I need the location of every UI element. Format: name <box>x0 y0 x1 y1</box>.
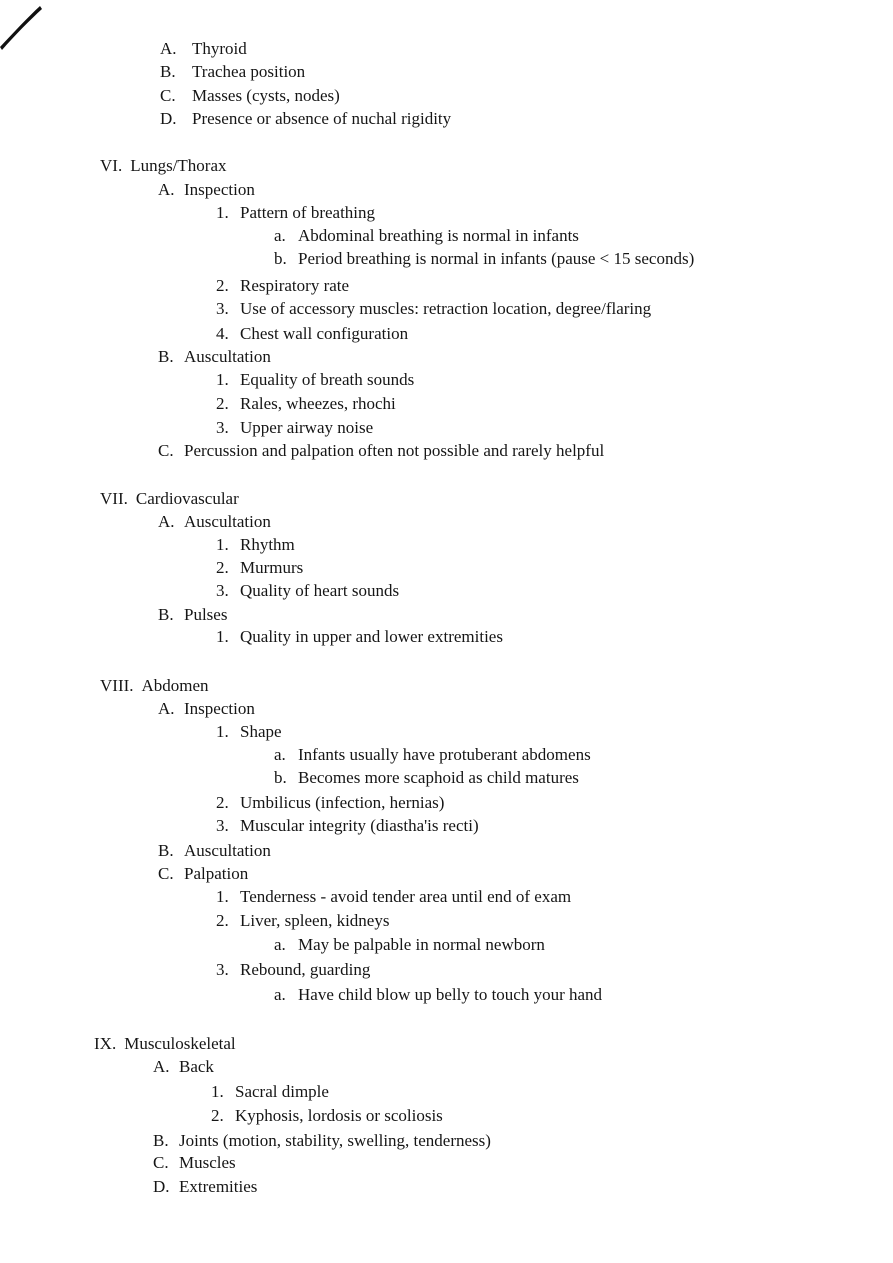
item-text: Pulses <box>184 605 228 624</box>
lungs-item-a <box>158 180 255 200</box>
item-text: Inspection <box>184 180 255 199</box>
lungs-item-a1a <box>274 226 579 246</box>
abdomen-item-a3 <box>216 816 479 836</box>
abdomen-item-a1 <box>216 722 282 742</box>
item-text: Palpation <box>184 864 249 883</box>
item-text: Kyphosis, lordosis or scoliosis <box>235 1106 443 1125</box>
item-text: Shape <box>240 722 282 741</box>
abdomen-item-c2a <box>274 935 545 955</box>
item-label: 1. <box>216 535 229 554</box>
musculo-item-c <box>153 1153 236 1173</box>
abdomen-item-a1b <box>274 768 579 788</box>
item-label: 4. <box>216 324 229 343</box>
abdomen-item-b <box>158 841 271 861</box>
item-text: Quality in upper and lower extremities <box>240 627 503 646</box>
abdomen-item-c <box>158 864 248 884</box>
item-text: Back <box>179 1057 214 1076</box>
item-label: 3. <box>216 299 229 318</box>
item-label: A. <box>158 512 175 531</box>
item-text: Umbilicus (infection, hernias) <box>240 793 445 812</box>
neck-item-d <box>160 109 451 129</box>
section-title: Lungs/Thorax <box>130 156 227 175</box>
abdomen-item-c2 <box>216 911 389 931</box>
item-text: Auscultation <box>184 347 271 366</box>
musculo-item-a1 <box>211 1082 329 1102</box>
item-text: Infants usually have protuberant abdomens <box>298 745 591 764</box>
item-text: Becomes more scaphoid as child matures <box>298 768 579 787</box>
item-label: 2. <box>211 1106 224 1125</box>
item-text: Abdominal breathing is normal in infants <box>298 226 579 245</box>
item-text: Pattern of breathing <box>240 203 376 222</box>
item-label: 1. <box>216 370 229 389</box>
item-label: B. <box>153 1131 169 1150</box>
item-label: A. <box>153 1057 170 1076</box>
item-text: Muscles <box>179 1153 236 1172</box>
item-label: A. <box>158 180 175 199</box>
item-label: 1. <box>216 722 229 741</box>
item-text: Presence or absence of nuchal rigidity <box>192 109 452 128</box>
item-label: 1. <box>216 887 229 906</box>
item-text: Trachea position <box>192 62 306 81</box>
section-numeral: IX. <box>94 1034 117 1053</box>
cardio-item-b1 <box>216 627 503 647</box>
item-text: Rhythm <box>240 535 295 554</box>
item-label: B. <box>158 841 174 860</box>
abdomen-item-a1a <box>274 745 591 765</box>
abdomen-item-a2 <box>216 793 444 813</box>
section-heading-cardiovascular <box>100 489 239 509</box>
abdomen-item-c3 <box>216 960 370 980</box>
item-text: Rales, wheezes, rhochi <box>240 394 396 413</box>
item-text: Quality of heart sounds <box>240 581 400 600</box>
item-text: Murmurs <box>240 558 304 577</box>
item-text: Joints (motion, stability, swelling, tenderness) <box>179 1131 491 1150</box>
item-label: B. <box>158 605 174 624</box>
item-label: 1. <box>216 203 229 222</box>
lungs-item-b <box>158 347 271 367</box>
item-text: Sacral dimple <box>235 1082 329 1101</box>
abdomen-item-c3a <box>274 985 602 1005</box>
item-label: 2. <box>216 558 229 577</box>
item-label: C. <box>160 86 176 105</box>
cardio-item-a <box>158 512 271 532</box>
item-text: Percussion and palpation often not possible and rarely helpful <box>184 441 605 460</box>
item-text: Tenderness - avoid tender area until end of exam <box>240 887 572 906</box>
lungs-item-a1b <box>274 249 694 269</box>
item-label: A. <box>160 39 177 58</box>
musculo-item-d <box>153 1177 257 1197</box>
item-text: Inspection <box>184 699 255 718</box>
cardio-item-a3 <box>216 581 399 601</box>
item-label: 3. <box>216 418 229 437</box>
section-heading-musculoskeletal <box>94 1034 236 1054</box>
item-label: a. <box>274 985 286 1004</box>
neck-item-c <box>160 86 340 106</box>
item-label: A. <box>158 699 175 718</box>
item-text: Respiratory rate <box>240 276 350 295</box>
item-label: b. <box>274 249 287 268</box>
item-text: Muscular integrity (diastha'is recti) <box>240 816 479 835</box>
item-label: 3. <box>216 960 229 979</box>
item-text: Thyroid <box>192 39 247 58</box>
item-label: 3. <box>216 581 229 600</box>
item-text: Have child blow up belly to touch your hand <box>298 985 603 1004</box>
lungs-item-b1 <box>216 370 414 390</box>
item-label: 2. <box>216 394 229 413</box>
item-label: D. <box>153 1177 170 1196</box>
abdomen-item-c1 <box>216 887 571 907</box>
item-text: Equality of breath sounds <box>240 370 415 389</box>
item-text: May be palpable in normal newborn <box>298 935 545 954</box>
lungs-item-a1 <box>216 203 375 223</box>
item-text: Auscultation <box>184 512 271 531</box>
section-heading-lungs-thorax <box>100 156 227 176</box>
lungs-item-b3 <box>216 418 373 438</box>
musculo-item-a <box>153 1057 214 1077</box>
item-text: Chest wall configuration <box>240 324 409 343</box>
section-numeral: VIII. <box>100 676 134 695</box>
cardio-item-a2 <box>216 558 303 578</box>
item-text: Auscultation <box>184 841 271 860</box>
item-label: a. <box>274 935 286 954</box>
item-label: 3. <box>216 816 229 835</box>
item-label: C. <box>158 864 174 883</box>
abdomen-item-a <box>158 699 255 719</box>
item-label: b. <box>274 768 287 787</box>
lungs-item-a2 <box>216 276 349 296</box>
section-title: Musculoskeletal <box>124 1034 236 1053</box>
item-text: Liver, spleen, kidneys <box>240 911 390 930</box>
lungs-item-b2 <box>216 394 396 414</box>
item-label: a. <box>274 745 286 764</box>
lungs-item-c <box>158 441 604 461</box>
musculo-item-a2 <box>211 1106 443 1126</box>
pen-stroke-mark <box>0 0 50 60</box>
musculo-item-b <box>153 1131 491 1151</box>
item-text: Period breathing is normal in infants (pause < 15 seconds) <box>298 249 695 268</box>
section-title: Abdomen <box>141 676 209 695</box>
item-text: Use of accessory muscles: retraction location, degree/flaring <box>240 299 652 318</box>
neck-item-b <box>160 62 305 82</box>
item-label: 2. <box>216 793 229 812</box>
item-label: 2. <box>216 911 229 930</box>
section-heading-abdomen <box>100 676 209 696</box>
neck-item-a <box>160 39 247 59</box>
item-text: Rebound, guarding <box>240 960 371 979</box>
lungs-item-a4 <box>216 324 408 344</box>
item-label: B. <box>160 62 176 81</box>
item-text: Upper airway noise <box>240 418 374 437</box>
item-text: Extremities <box>179 1177 258 1196</box>
item-label: D. <box>160 109 177 128</box>
item-label: 1. <box>211 1082 224 1101</box>
item-label: 1. <box>216 627 229 646</box>
section-title: Cardiovascular <box>135 489 239 508</box>
item-label: a. <box>274 226 286 245</box>
item-text: Masses (cysts, nodes) <box>192 86 340 105</box>
section-numeral: VII. <box>100 489 128 508</box>
cardio-item-b <box>158 605 227 625</box>
cardio-item-a1 <box>216 535 295 555</box>
item-label: B. <box>158 347 174 366</box>
item-label: C. <box>158 441 174 460</box>
lungs-item-a3 <box>216 299 651 319</box>
section-numeral: VI. <box>100 156 123 175</box>
item-label: 2. <box>216 276 229 295</box>
item-label: C. <box>153 1153 169 1172</box>
